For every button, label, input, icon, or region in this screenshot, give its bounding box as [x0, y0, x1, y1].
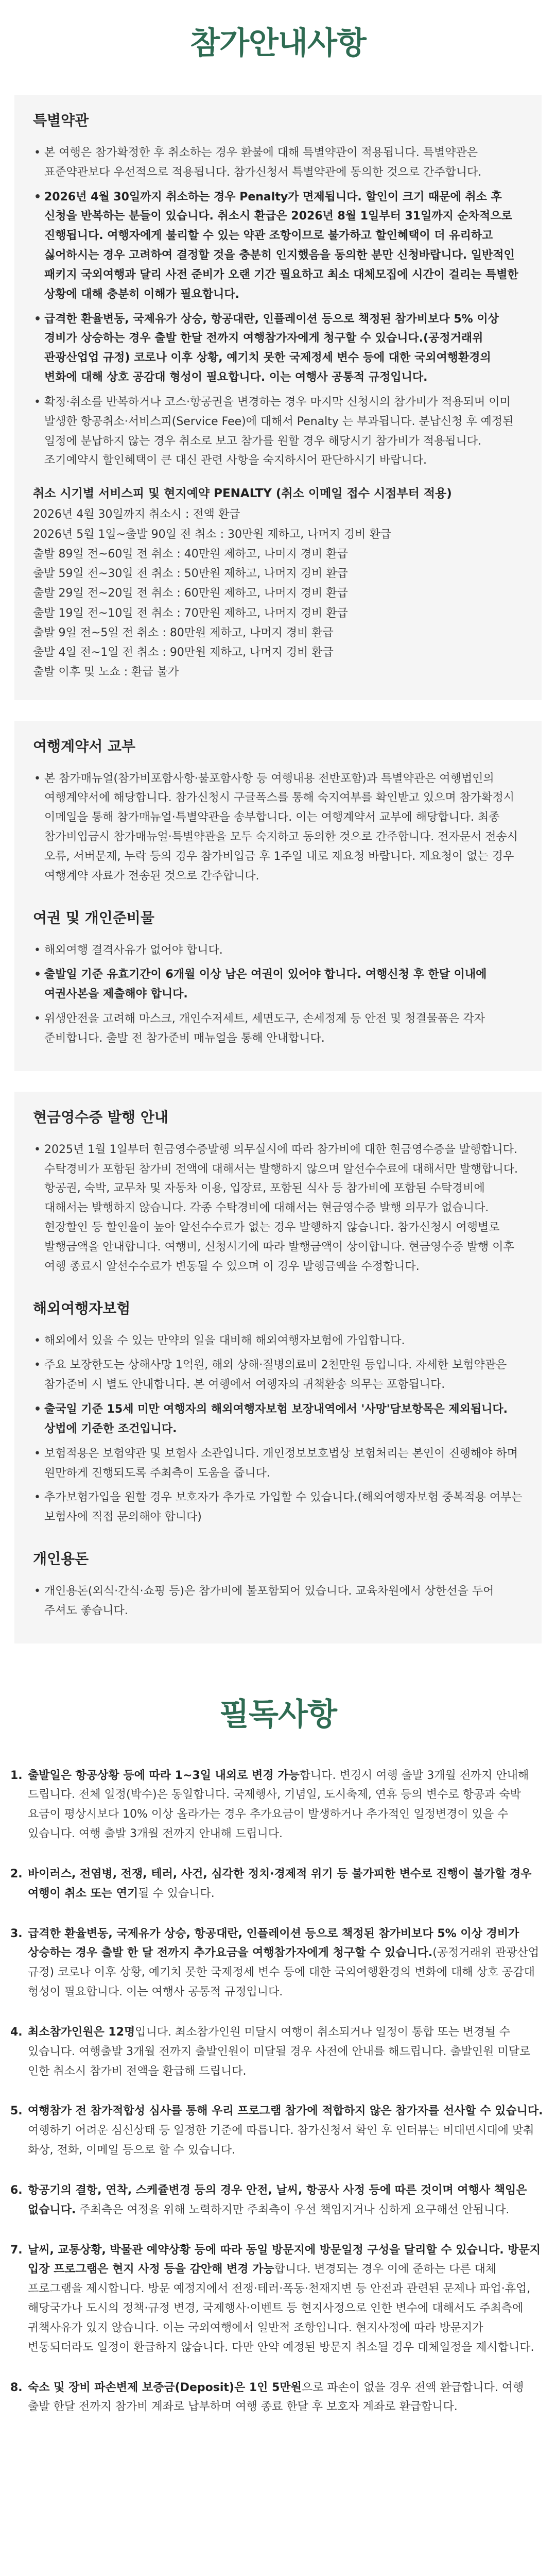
- list-item: • 급격한 환율변동, 국제유가 상승, 항공대란, 인플레이션 등으로 책정된 참가비보다 5% 이상 경비가 상승하는 경우 출발 한달 전까지 여행참가자에게 청구할 수 있습니다.(공정거래위 관광산업업 규정) 코로나 이후 상황, 예기치 못한 국제정세 변수 등에 대한 국외여행환경의 변화에 대해 상호 공감대 형성이 필요합니다. 이는 여행사 공통적 규정입니다.: [33, 310, 523, 387]
- item-number: 4.: [10, 2025, 23, 2039]
- item-number: 1.: [10, 1769, 23, 1782]
- item-emphasis: 출발일은 항공상황 등에 따라 1~3일 내외로 변경 가능: [28, 1769, 300, 1782]
- item-text: 입니다. 최소참가인원 미달시 여행이 취소되거나 일정이 통합 또는 변경될 수 있습니다. 여행출발 3개월 전까지 출발인원이 미달될 경우 사전에 안내를 해드립니다. 출발인원 미달로 인한 취소시 참가비 전액을 환급해 드립니다.: [28, 2025, 531, 2078]
- insurance-list: [33, 1331, 523, 1527]
- item-emphasis: 바이러스, 전염병, 전쟁, 테러, 사건, 심각한 정치·경제적 위기 등 불가피한 변수로 진행이 불가할 경우 여행이 취소 또는 연기: [28, 1867, 532, 1900]
- penalty-line: 출발 89일 전~60일 전 취소 : 40만원 제하고, 나머지 경비 환급: [33, 547, 348, 561]
- list-item: • 2025년 1월 1일부터 현금영수증발행 의무실시에 따라 참가비에 대한 현금영수증을 발행합니다. 수탁경비가 포함된 참가비 전액에 대해서는 발행하지 않으며 알선수수료에 대해서만 발행합니다. 항공권, 숙박, 교무차 및 자동차 이용, 입장료, 포함된 식사 등 참가비에 포함된 수탁경비에 대해서는 발행하지 않습니다. 각종 수탁경비에 대해서는 현금영수증 발행 의무가 없습니다. 현장할인 등 할인율이 높아 알선수수료가 없는 경우 발행하지 않습니다. 참가신청시 여행별로 발행금액을 안내합니다. 여행비, 신청시기에 따라 발행금액이 상이합니다. 현금영수증 발행 이후 여행 종료시 알선수수료가 변동될 수 있으며 이 경우 발행금액을 수정합니다.: [33, 1140, 523, 1277]
- special-terms-heading: 특별약관: [33, 112, 89, 129]
- penalty-schedule: [33, 505, 523, 682]
- list-item: • 보험적용은 보험약관 및 보험사 소관입니다. 개인정보보호법상 보험처리는 본인이 진행해야 하며 원만하게 진행되도록 주최측이 도움을 줍니다.: [33, 1444, 523, 1483]
- required-item: [10, 2023, 544, 2081]
- list-item: • 추가보험가입을 원할 경우 보호자가 추가로 가입할 수 있습니다.(해외여행자보험 중복적용 여부는 보험사에 직접 문의해야 합니다): [33, 1488, 523, 1527]
- item-text: 합니다. 변경되는 경우 이에 준하는 다른 대체 프로그램을 제시합니다. 방문 예정지에서 전쟁·테러·폭동·천재지변 등 안전과 관련된 문제나 파업·휴업, 해당국가나 도시의 정책·규정 변경, 국제행사·이벤트 등 현지사정으로 인한 변수에 대해서도 주최측에 귀책사유가 있지 않습니다. 이는 국외여행에서 일반적 조항입니다. 현지사정에 따라 방문지가 변동되더라도 일정이 환급하지 않습니다. 다만 안약 예정된 방문지 취소될 경우 대체일정을 제시합니다.: [28, 2263, 534, 2354]
- required-title: 필독사항: [219, 1696, 337, 1733]
- list-item: • 2026년 4월 30일까지 취소하는 경우 Penalty가 면제됩니다. 할인이 크기 때문에 취소 후 신청을 반복하는 분들이 있습니다. 취소시 환급은 2026년 8월 1일부터 31일까지 순차적으로 진행됩니다. 여행자에게 불리할 수 있는 약관 조항이므로 불가하고 할인혜택이 더 유리하고 싫어하시는 경우 고려하여 결정할 것을 충분히 인지했음을 동의한 분만 신청바랍니다. 일반적인 패키지 국외여행과 달리 사전 준비가 오랜 기간 필요하고 최소 대체모집에 시간이 걸리는 특별한 상황에 대해 충분히 이해가 필요합니다.: [33, 188, 523, 304]
- required-item: [10, 2241, 544, 2358]
- item-emphasis: 항공기의 결항, 연착, 스케쥴변경 등의 경우 안전, 날씨, 항공사 사정 등에 따른 것이며 여행사 책임은 없습니다.: [28, 2183, 527, 2216]
- list-item: • 주요 보장한도는 상해사망 1억원, 해외 상해·질병의료비 2천만원 등입니다. 자세한 보험약관은 참가준비 시 별도 안내합니다. 본 여행에서 여행자의 귀책환송 의무는 포함됩니다.: [33, 1355, 523, 1395]
- item-text: 될 수 있습니다.: [138, 1887, 215, 1900]
- penalty-line: 출발 59일 전~30일 전 취소 : 50만원 제하고, 나머지 경비 환급: [33, 567, 348, 581]
- list-item: • 출국일 기준 15세 미만 여행자의 해외여행자보험 보장내역에서 '사망'담보항목은 제외됩니다. 상법에 기준한 조건입니다.: [33, 1400, 523, 1439]
- item-number: 3.: [10, 1927, 23, 1940]
- item-text: 합니다. 변경시 여행 출발 3개월 전까지 안내해 드립니다. 전체 일정(박수)은 동일합니다. 국제행사, 기념일, 도시축제, 연휴 등의 변수로 항공과 숙박 요금이 평상시보다 10% 이상 올라가는 경우 추가요금이 발생하거나 추가적인 일정변경이 있을 수 있습니다. 여행 출발 3개월 전까지 안내해 드립니다.: [28, 1769, 529, 1841]
- item-emphasis: 여행참가 전 참가적합성 심사를 통해 우리 프로그램 참가에 적합하지 않은 참가자를 선사할 수 있습니다.: [28, 2105, 543, 2118]
- required-item: [10, 1924, 544, 2002]
- item-emphasis: 최소참가인원은 12명: [28, 2025, 135, 2039]
- required-list: [0, 1766, 556, 2417]
- required-item: [10, 1865, 544, 1904]
- receipt-heading: 현금영수증 발행 안내: [33, 1108, 168, 1126]
- contract-card: [14, 721, 542, 1071]
- item-number: 7.: [10, 2243, 23, 2257]
- item-text: 으로 파손이 없을 경우 전액 환급합니다. 여행 출발 한달 전까지 참가비 계좌로 납부하며 여행 종료 한달 후 보호자 계좌로 환급합니다.: [28, 2381, 524, 2414]
- penalty-heading: 취소 시기별 서비스피 및 현지예약 PENALTY (취소 이메일 접수 시점부터 적용): [33, 487, 452, 501]
- required-item: [10, 2378, 544, 2417]
- penalty-line: 출발 19일 전~10일 전 취소 : 70만원 제하고, 나머지 경비 환급: [33, 606, 348, 620]
- special-terms-list: [33, 143, 523, 470]
- required-item: [10, 1766, 544, 1844]
- penalty-line: 출발 이후 및 노쇼 : 환급 불가: [33, 666, 179, 679]
- list-item: • 위생안전을 고려해 마스크, 개인수저세트, 세면도구, 손세정제 등 안전 및 청결물품은 각자 준비합니다. 출발 전 참가준비 매뉴얼을 통해 안내합니다.: [33, 1009, 523, 1048]
- item-number: 2.: [10, 1867, 23, 1880]
- list-item: • 개인용돈(외식·간식·쇼핑 등)은 참가비에 불포함되어 있습니다. 교육차원에서 상한선을 두어 주셔도 좋습니다.: [33, 1582, 523, 1621]
- list-item: • 출발일 기준 유효기간이 6개월 이상 남은 여권이 있어야 합니다. 여행신청 후 한달 이내에 여권사본을 제출해야 합니다.: [33, 965, 523, 1004]
- contract-list: [33, 769, 523, 886]
- required-item: [10, 2102, 544, 2160]
- contract-heading: 여행계약서 교부: [33, 737, 136, 755]
- item-emphasis: 날씨, 교통상황, 박물관 예약상황 등에 따라 동일 방문지에 방문일정 구성을 달리할 수 있습니다. 방문지 입장 프로그램은 현지 사정 등을 감안해 변경 가능: [28, 2243, 541, 2276]
- penalty-line: 2026년 4월 30일까지 취소시 : 전액 환급: [33, 508, 240, 521]
- item-text: (공정거래위 관광산업 규정) 코로나 이후 상황, 예기치 못한 국제정세 변수 등에 대한 국외여행환경의 변화에 대해 상호 공감대 형성이 필요합니다. 이는 여행사 공통적 규정입니다.: [28, 1946, 540, 1999]
- item-emphasis: 숙소 및 장비 파손변제 보증금(Deposit)은 1인 5만원: [28, 2381, 302, 2394]
- list-item: • 본 참가매뉴얼(참가비포함사항·불포함사항 등 여행내용 전반포함)과 특별약관은 여행법인의 여행계약서에 해당합니다. 참가신청시 구글폭스를 통해 숙지여부를 확인받고 있으며 참가확정시 이메일을 통해 참가매뉴얼·특별약관을 송부합니다. 이는 여행계약서 교부에 해당합니다. 최종 참가비입금시 참가매뉴얼·특별약관을 모두 숙지하고 동의한 것으로 간주합니다. 전자문서 전송시 오류, 서버문제, 누락 등의 경우 참가비입금 후 1주일 내로 재요청 바랍니다. 재요청이 없는 경우 여행계약 자료가 전송된 것으로 간주합니다.: [33, 769, 523, 886]
- item-number: 5.: [10, 2105, 23, 2118]
- pocket-money-heading: 개인용돈: [33, 1550, 89, 1567]
- item-emphasis: 급격한 환율변동, 국제유가 상승, 항공대란, 인플레이션 등으로 책정된 참가비보다 5% 이상 경비가 상승하는 경우 출발 한 달 전까지 추가요금을 여행참가자에게 청구할 수 있습니다.: [28, 1927, 519, 1960]
- insurance-heading: 해외여행자보험: [33, 1299, 131, 1317]
- list-item: • 해외에서 있을 수 있는 만약의 일을 대비해 해외여행자보험에 가입합니다.: [33, 1331, 523, 1351]
- list-item: • 본 여행은 참가확정한 후 취소하는 경우 환불에 대해 특별약관이 적용됩니다. 특별약관은 표준약관보다 우선적으로 적용됩니다. 참가신청서 특별약관에 동의한 것으로 간주합니다.: [33, 143, 523, 182]
- page-title: 참가안내사항: [190, 25, 366, 61]
- list-item: • 확정·취소를 반복하거나 코스·항공권을 변경하는 경우 마지막 신청시의 참가비가 적용되며 이미 발생한 항공취소·서비스피(Service Fee)에 대해서 Penalty 는 부과됩니다. 분납신청 후 예정된 일정에 분납하지 않는 경우 취소로 보고 참가를 원할 경우 해당시기 참가비가 적용됩니다. 조기예약시 할인혜택이 큰 대신 관련 사항을 숙지하시어 판단하시기 바랍니다.: [33, 393, 523, 470]
- required-item: [10, 2181, 544, 2220]
- item-number: 6.: [10, 2183, 23, 2197]
- passport-list: [33, 941, 523, 1048]
- penalty-line: 출발 29일 전~20일 전 취소 : 60만원 제하고, 나머지 경비 환급: [33, 587, 348, 600]
- penalty-line: 출발 4일 전~1일 전 취소 : 90만원 제하고, 나머지 경비 환급: [33, 646, 334, 659]
- receipt-card: [14, 1092, 542, 1643]
- list-item: • 해외여행 결격사유가 없어야 합니다.: [33, 941, 523, 960]
- penalty-line: 2026년 5월 1일~출발 90일 전 취소 : 30만원 제하고, 나머지 경비 환급: [33, 528, 392, 541]
- item-number: 8.: [10, 2381, 23, 2394]
- item-text: 여행하기 어려운 심신상태 등 일정한 기준에 따릅니다. 참가신청서 확인 후 인터뷰는 비대면시대에 맞춰 화상, 전화, 이메일 등으로 할 수 있습니다.: [28, 2124, 534, 2157]
- special-terms-card: [14, 95, 542, 700]
- passport-heading: 여권 및 개인준비물: [33, 909, 154, 926]
- item-text: 주최측은 여정을 위해 노력하지만 주최측이 우선 책임지거나 심하게 요구해선 안됩니다.: [76, 2203, 510, 2216]
- pocket-money-list: [33, 1582, 523, 1621]
- receipt-list: [33, 1140, 523, 1277]
- penalty-line: 출발 9일 전~5일 전 취소 : 80만원 제하고, 나머지 경비 환급: [33, 626, 334, 639]
